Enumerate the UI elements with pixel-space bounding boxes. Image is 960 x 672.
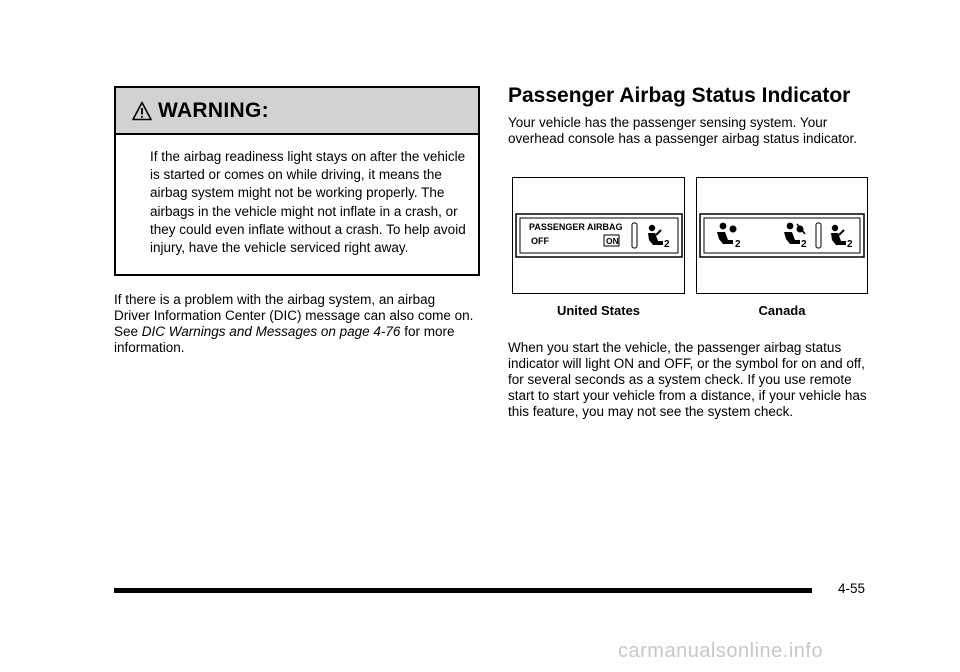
canada-number-2: 2 — [801, 239, 807, 250]
warning-text: If the airbag readiness light stays on after the vehicle is started or comes on while driving, it means the airbag system might not be working properly. The airbags in the vehicle might not inflate in a crash, or they could even inflate without a crash. To help avoid injury, have the vehicle serviced right away. — [150, 149, 466, 256]
warning-box — [114, 86, 480, 276]
watermark: carmanualsonline.info — [618, 640, 824, 662]
caption-canada: Canada — [758, 303, 806, 318]
section-intro: Your vehicle has the passenger sensing system. Your overhead console has a passenger airbag status indicator. — [508, 115, 857, 146]
caption-united-states: United States — [556, 303, 641, 318]
canada-indicator-display — [697, 178, 867, 293]
warning-title: WARNING: — [158, 98, 269, 122]
us-on-label: ON — [606, 236, 619, 246]
paragraph-text: If there is a problem with the airbag system, an airbag Driver Information Center (DIC) message can also come on. See — [114, 292, 474, 339]
us-passenger-seat-icon — [648, 225, 663, 245]
section-title: Passenger Airbag Status Indicator — [508, 84, 851, 107]
dic-warnings-link[interactable]: DIC Warnings and Messages on page 4-76 — [141, 324, 401, 339]
figure-canada — [696, 177, 868, 294]
canada-number-1: 2 — [735, 239, 741, 250]
section-body: When you start the vehicle, the passenger airbag status indicator will light ON and OFF, or the symbol for on and off, for several seconds as a system check. If you use remote start to start your vehicle from a distance, if your vehicle has this feature, you may not see the system check. — [508, 340, 867, 419]
canada-number-3: 2 — [847, 239, 853, 250]
footer-rule — [114, 588, 812, 593]
figure-united-states — [512, 177, 685, 294]
paragraph-tail: for more information. — [114, 324, 455, 355]
warning-triangle-icon — [132, 101, 152, 121]
warning-header — [116, 88, 478, 135]
us-passenger-airbag-label: PASSENGER AIRBAG — [529, 222, 623, 232]
canada-passenger-seat-icon — [831, 225, 846, 245]
airbag-dic-paragraph — [114, 292, 474, 356]
us-seat-number: 2 — [664, 239, 670, 250]
canada-airbag-on-icon — [717, 223, 737, 244]
us-indicator-display — [513, 178, 684, 293]
us-off-label: OFF — [531, 236, 549, 246]
page-number: 4-55 — [838, 581, 866, 596]
